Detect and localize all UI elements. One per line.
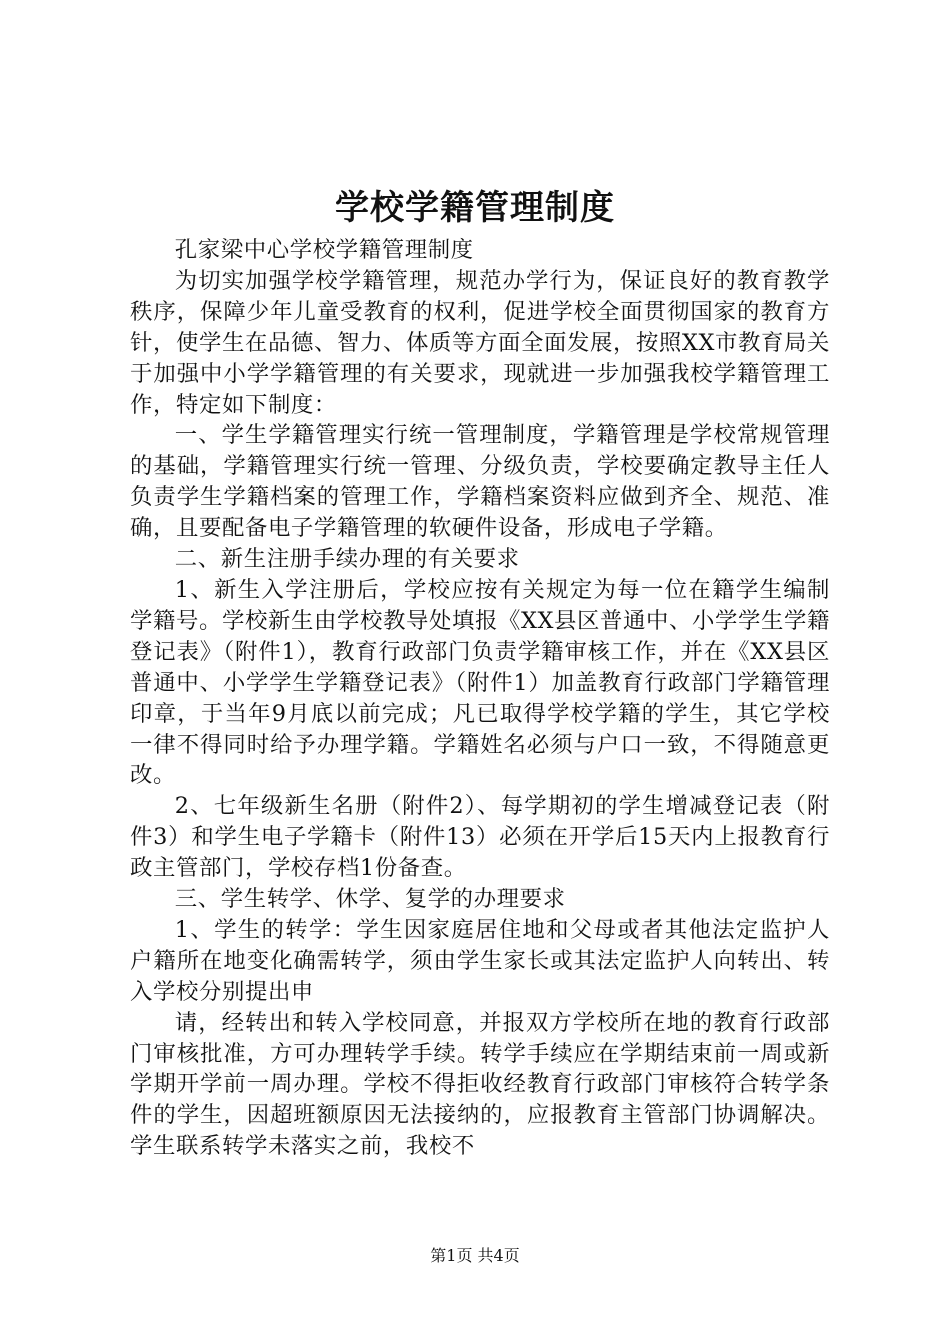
paragraph-school-name: 孔家梁中心学校学籍管理制度 <box>174 237 474 263</box>
heading-section-3: 三、学生转学、休学、复学的办理要求 <box>174 886 566 913</box>
paragraph-section-3-continued: 请，经转出和转入学校同意，并报双方学校所在地的教育行政部门审核批准，方可办理转学手续。转学手续应在学期结束前一周或新学期开学前一周办理。学校不得拒收经教育行政部门审核符合转学条件的学生，因超班额原因无法接纳的，应报教育主管部门协调解决。学生联系转学未落实之前，我校不 <box>130 1009 830 1160</box>
paragraph-section-1: 一、学生学籍管理实行统一管理制度，学籍管理是学校常规管理的基础，学籍管理实行统一管理、分级负责，学校要确定教导主任人负责学生学籍档案的管理工作，学籍档案资料应做到齐全、规范、准确，且要配备电子学籍管理的软硬件设备，形成电子学籍。 <box>130 422 830 542</box>
page-footer: 第1页 共4页 <box>430 1246 520 1265</box>
paragraph-section-3-item-1: 1、学生的转学：学生因家庭居住地和父母或者其他法定监护人户籍所在地变化确需转学，须由学生家长或其法定监护人向转出、转入学校分别提出申 <box>130 916 830 1005</box>
paragraph-section-2-item-1: 1、新生入学注册后，学校应按有关规定为每一位在籍学生编制学籍号。学校新生由学校教导处填报《XX县区普通中、小学学生学籍登记表》（附件1），教育行政部门负责学籍审核工作，并在《XX县区普通中、小学学生学籍登记表》（附件1）加盖教育行政部门学籍管理印章，于当年9月底以前完成；凡已取得学校学籍的学生，其它学校一律不得同时给予办理学籍。学籍姓名必须与户口一致，不得随意更改。 <box>130 576 830 789</box>
document-body <box>130 235 830 1162</box>
paragraph-intro: 为切实加强学校学籍管理，规范办学行为，保证良好的教育教学秩序，保障少年儿童受教育的权利，促进学校全面贯彻国家的教育方针，使学生在品德、智力、体质等方面全面发展，按照XX市教育局关于加强中小学学籍管理的有关要求，现就进一步加强我校学籍管理工作，特定如下制度： <box>130 267 830 418</box>
paragraph-section-2-item-2: 2、七年级新生名册（附件2）、每学期初的学生增减登记表（附件3）和学生电子学籍卡（附件13）必须在开学后15天内上报教育行政主管部门，学校存档1份备查。 <box>130 793 830 882</box>
heading-section-2: 二、新生注册手续办理的有关要求 <box>174 546 520 573</box>
document-title: 学校学籍管理制度 <box>335 188 615 228</box>
